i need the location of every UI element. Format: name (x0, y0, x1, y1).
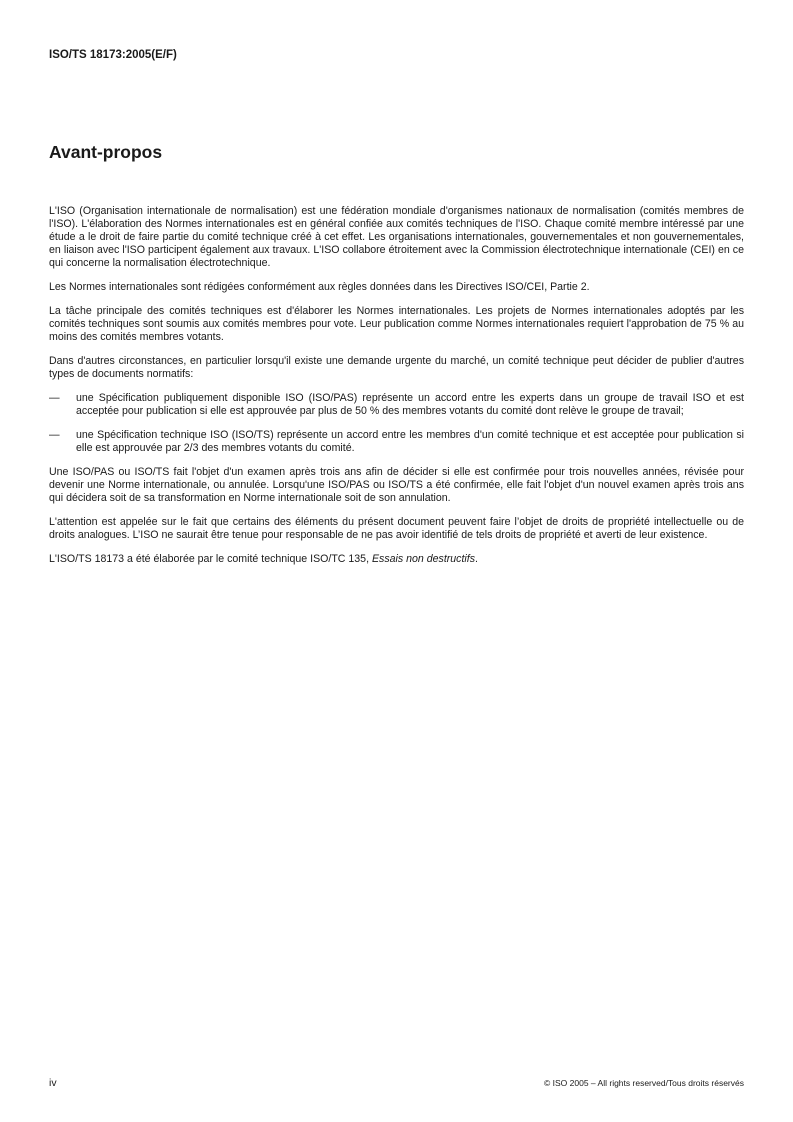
committee-text: L'ISO/TS 18173 a été élaborée par le comité technique ISO/TC 135, (49, 553, 372, 565)
paragraph: L'ISO (Organisation internationale de normalisation) est une fédération mondiale d'organismes nationaux de normalisation (comités membres de l'ISO). L'élaboration des Normes internationales est en général confiée aux comités techniques de l'ISO. Chaque comité membre intéressé par une étude a le droit de faire partie du comité technique créé à cet effet. Les organisations internationales, gouvernementales et non gouvernementales, en liaison avec l'ISO participent également aux travaux. L'ISO collabore étroitement avec la Commission électrotechnique internationale (CEI) en ce qui concerne la normalisation électrotechnique. (49, 205, 744, 269)
copyright: © ISO 2005 – All rights reserved/Tous droits réservés (544, 1078, 744, 1088)
committee-title: Essais non destructifs (371, 553, 476, 565)
period: . (475, 553, 478, 565)
list-item-text: une Spécification technique ISO (ISO/TS) représente un accord entre les membres d'un comité technique et est acceptée pour publication si elle est approuvée par 2/3 des membres votants du comité. (76, 429, 744, 454)
paragraph-committee (49, 553, 744, 566)
document-id: ISO/TS 18173:2005(E/F) (49, 49, 177, 61)
paragraph: La tâche principale des comités techniques est d'élaborer les Normes internationales. Les projets de Normes internationales adoptés par les comités techniques sont soumis aux comités membres pour vote. Leur publication comme Normes internationales requiert l'approbation de 75 % au moins des comités membres votants. (49, 305, 744, 343)
paragraph: Les Normes internationales sont rédigées conformément aux règles données dans les Directives ISO/CEI, Partie 2. (49, 281, 590, 293)
page-title: Avant-propos (49, 142, 163, 162)
list-item (49, 392, 744, 418)
foreword-body (49, 205, 744, 577)
paragraph: Une ISO/PAS ou ISO/TS fait l'objet d'un examen après trois ans afin de décider si elle est confirmée pour trois nouvelles années, révisée pour devenir une Norme internationale, ou annulée. Lorsqu'une ISO/PAS ou ISO/TS a été confirmée, elle fait l'objet d'un nouvel examen après trois ans qui décidera soit de sa transformation en Norme internationale soit de son annulation. (49, 466, 744, 504)
paragraph: L'attention est appelée sur le fait que certains des éléments du présent document peuvent faire l’objet de droits de propriété intellectuelle ou de droits analogues. L’ISO ne saurait être tenue pour responsable de ne pas avoir identifié de tels droits de propriété et averti de leur existence. (49, 516, 744, 541)
page-number: iv (49, 1077, 57, 1089)
dash-bullet: — (49, 429, 60, 441)
list-item (49, 429, 744, 455)
dash-bullet: — (49, 392, 60, 404)
list-item-text: une Spécification publiquement disponible ISO (ISO/PAS) représente un accord entre les experts dans un groupe de travail ISO et est acceptée pour publication si elle est approuvée par plus de 50 % des membres votants du comité dont relève le groupe de travail; (76, 392, 744, 417)
paragraph: Dans d'autres circonstances, en particulier lorsqu'il existe une demande urgente du marché, un comité technique peut décider de publier d'autres types de documents normatifs: (49, 355, 744, 380)
